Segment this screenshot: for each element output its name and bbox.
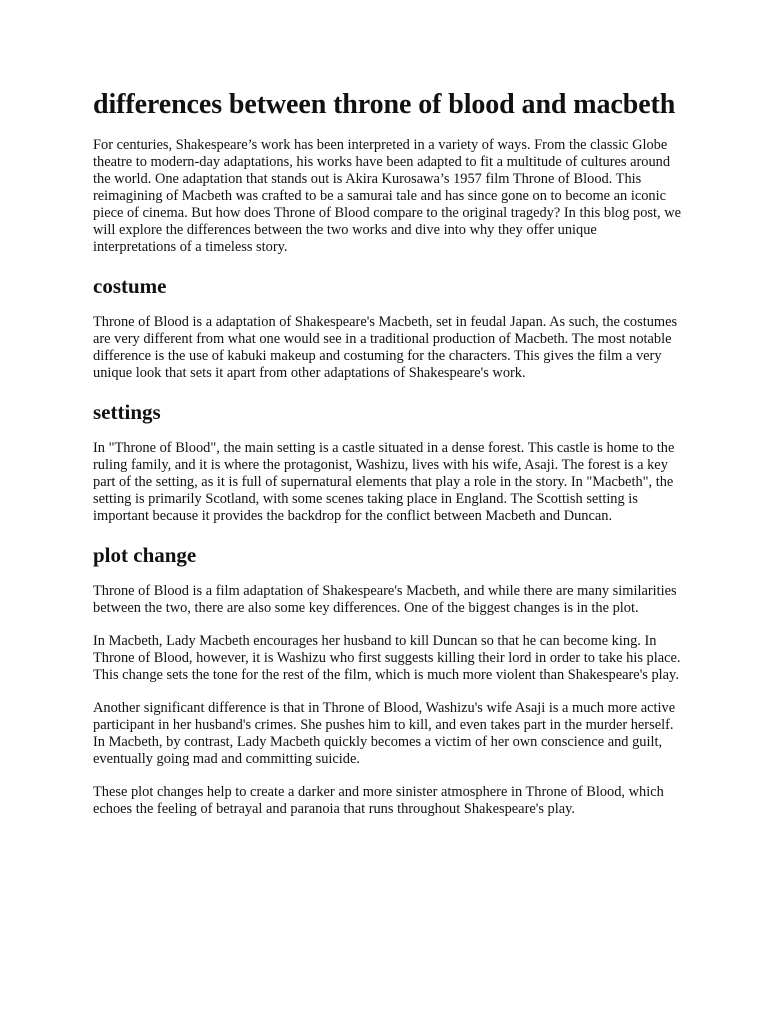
plot-change-paragraph-4: These plot changes help to create a darker and more sinister atmosphere in Throne of Blood, which echoes the feeling of betrayal and paranoia that runs throughout Shakespeare's play.	[93, 784, 664, 817]
intro-paragraph: For centuries, Shakespeare’s work has been interpreted in a variety of ways. From the classic Globe theatre to modern-day adaptations, his works have been adapted to fit a multitude of cultures around the world. One adaptation that stands out is Akira Kurosawa’s 1957 film Throne of Blood. This reimagining of Macbeth was crafted to be a samurai tale and has since gone on to become an iconic piece of cinema. But how does Throne of Blood compare to the original tragedy? In this blog post, we will explore the differences between the two works and dive into why they offer unique interpretations of a timeless story.	[93, 137, 682, 255]
document-title: differences between throne of blood and macbeth	[93, 89, 676, 120]
document-page	[93, 88, 683, 818]
section-heading-costume: costume	[93, 274, 167, 298]
costume-paragraph: Throne of Blood is a adaptation of Shakespeare's Macbeth, set in feudal Japan. As such, the costumes are very different from what one would see in a traditional production of Macbeth. The most notable difference is the use of kabuki makeup and costuming for the characters. This gives the film a very unique look that sets it apart from other adaptations of Shakespeare's work.	[93, 314, 678, 381]
section-heading-plot-change: plot change	[93, 543, 197, 567]
section-plot-change	[93, 542, 683, 818]
plot-change-paragraph-2: In Macbeth, Lady Macbeth encourages her husband to kill Duncan so that he can become king. In Throne of Blood, however, it is Washizu who first suggests killing their lord in order to take his place. This change sets the tone for the rest of the film, which is much more violent than Shakespeare's play.	[93, 633, 681, 683]
section-heading-settings: settings	[93, 400, 161, 424]
plot-change-paragraph-3: Another significant difference is that in Throne of Blood, Washizu's wife Asaji is a much more active participant in her husband's crimes. She pushes him to kill, and even takes part in the murder herself. In Macbeth, by contrast, Lady Macbeth quickly becomes a victim of her own conscience and guilt, eventually going mad and committing suicide.	[93, 700, 676, 767]
section-costume	[93, 273, 683, 382]
section-settings	[93, 399, 683, 525]
settings-paragraph: In "Throne of Blood", the main setting is a castle situated in a dense forest. This castle is home to the ruling family, and it is where the protagonist, Washizu, lives with his wife, Asaji. The forest is a key part of the setting, as it is full of supernatural elements that play a role in the story. In "Macbeth", the setting is primarily Scotland, with some scenes taking place in England. The Scottish setting is important because it provides the backdrop for the conflict between Macbeth and Duncan.	[93, 440, 675, 524]
plot-change-paragraph-1: Throne of Blood is a film adaptation of Shakespeare's Macbeth, and while there are many similarities between the two, there are also some key differences. One of the biggest changes is in the plot.	[93, 583, 677, 616]
